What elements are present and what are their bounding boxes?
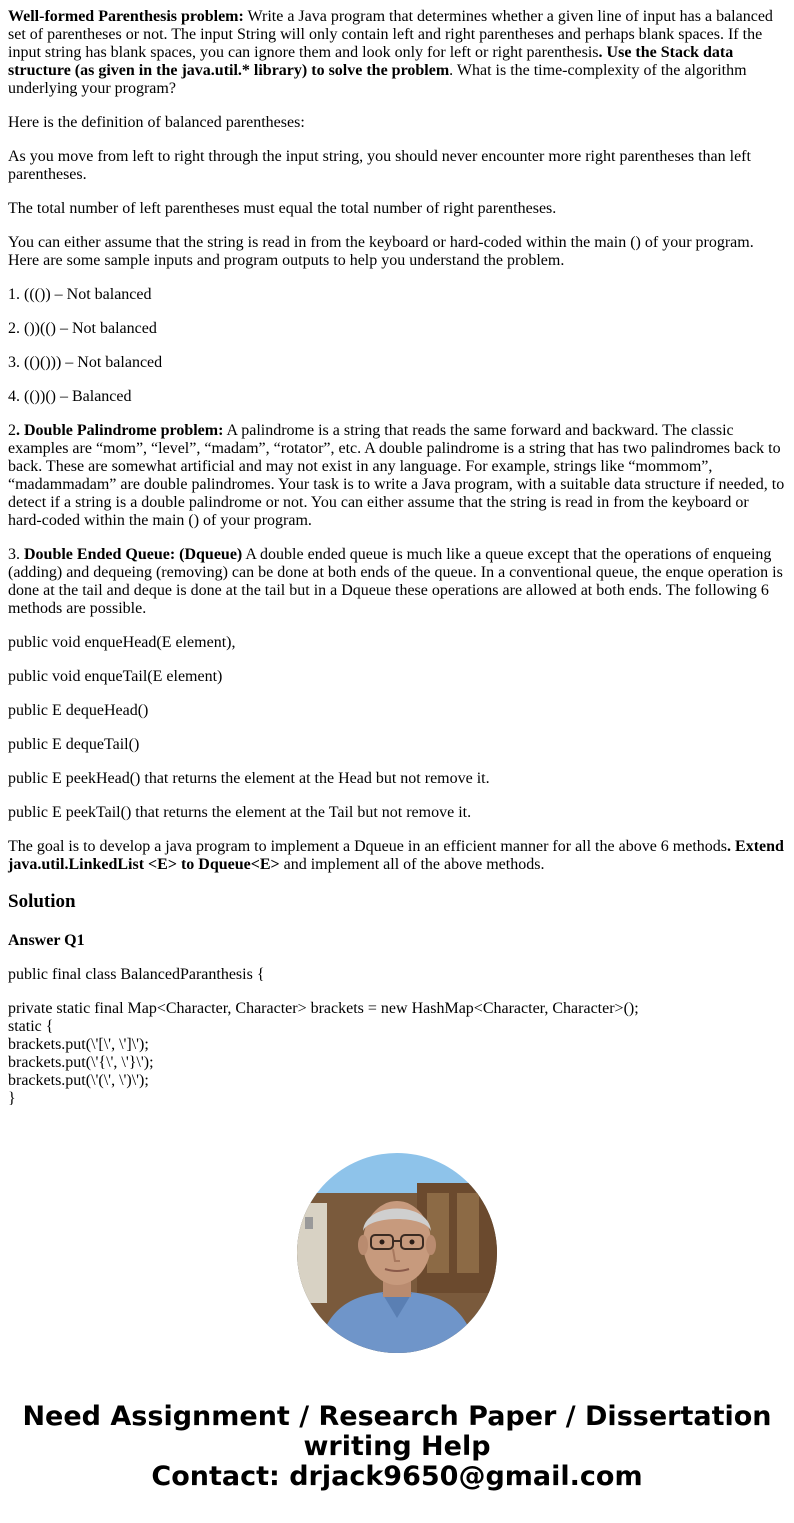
q3-title: Double Ended Queue: (Dqueue) bbox=[24, 546, 243, 563]
q1-assume: You can either assume that the string is read in from the keyboard or hard-coded within the main () of your program. Here are some sample inputs and program outputs to help you understand the problem. bbox=[8, 234, 754, 269]
method-deque-tail: public E dequeTail() bbox=[8, 736, 140, 753]
banner-contact: Contact: drjack9650@gmail.com bbox=[151, 1461, 643, 1492]
code-line: brackets.put(\'[\', \']\'); bbox=[8, 1036, 149, 1053]
q2-paragraph: 2. Double Palindrome problem: A palindrome is a string that reads the same forward and backward. The classic examples are “mom”, “level”, “madam”, “rotator”, etc. A double palindrome is a string that has two palindromes back to back. These are somewhat artificial and may not exist in any language. For example, strings like “mommom”, “madammadam” are double palindromes. Your task is to write a Java program, with a suitable data structure if needed, to detect if a string is a double palindrome or not. You can either assume that the string is read in from the keyboard or hard-coded within the main () of your program. bbox=[8, 422, 785, 529]
code-block bbox=[8, 1000, 786, 1108]
code-line: brackets.put(\'(\', \')\'); bbox=[8, 1072, 149, 1089]
method-deque-head: public E dequeHead() bbox=[8, 702, 149, 719]
code-class-line: public final class BalancedParanthesis { bbox=[8, 966, 265, 983]
q2-title: . Double Palindrome problem: bbox=[16, 422, 224, 439]
banner-line-1: Need Assignment / Research Paper / Dissertation bbox=[22, 1401, 772, 1432]
method-enque-tail: public void enqueTail(E element) bbox=[8, 668, 223, 685]
code-line: brackets.put(\'{\', \'}\'); bbox=[8, 1054, 154, 1071]
code-line: private static final Map<Character, Character> brackets = new HashMap<Character, Character>(); bbox=[8, 1000, 639, 1017]
sample-1: 1. ((()) – Not balanced bbox=[8, 286, 152, 303]
q1-rule-2: The total number of left parentheses must equal the total number of right parentheses. bbox=[8, 200, 557, 217]
method-peek-tail: public E peekTail() that returns the element at the Tail but not remove it. bbox=[8, 804, 472, 821]
sample-3: 3. (()())) – Not balanced bbox=[8, 354, 163, 371]
q1-paragraph: Well-formed Parenthesis problem: Write a Java program that determines whether a given line of input has a balanced set of parentheses or not. The input String will only contain left and right parentheses and perhaps blank spaces. If the input string has blank spaces, you can ignore them and look only for left or right parenthesis. Use the Stack data structure (as given in the java.util.* library) to solve the problem. What is the time-complexity of the algorithm underlying your program? bbox=[8, 8, 773, 97]
q1-rule-1: As you move from left to right through the input string, you should never encounter more right parentheses than left parentheses. bbox=[8, 148, 751, 183]
code-line: static { bbox=[8, 1018, 54, 1035]
banner-line-2: writing Help bbox=[303, 1431, 491, 1462]
promo-banner bbox=[0, 1402, 794, 1492]
document-body bbox=[8, 8, 786, 1108]
answer-label: Answer Q1 bbox=[8, 932, 85, 949]
q1-def-intro: Here is the definition of balanced parentheses: bbox=[8, 114, 305, 131]
code-line: } bbox=[8, 1090, 16, 1107]
sample-2: 2. ())(() – Not balanced bbox=[8, 320, 157, 337]
q3-goal: The goal is to develop a java program to implement a Dqueue in an efficient manner for all the above 6 methods. Extend java.util.LinkedList <E> to Dqueue<E> and implement all of the above methods. bbox=[8, 838, 784, 873]
method-enque-head: public void enqueHead(E element), bbox=[8, 634, 236, 651]
author-avatar bbox=[297, 1153, 497, 1353]
solution-heading: Solution bbox=[8, 891, 76, 912]
q3-paragraph: 3. Double Ended Queue: (Dqueue) A double ended queue is much like a queue except that the operations of enqueing (adding) and dequeing (removing) can be done at both ends of the queue. In a conventional queue, the enque operation is done at the tail and deque is done at the tail but in a Dqueue these operations are allowed at both ends. The following 6 methods are possible. bbox=[8, 546, 783, 617]
method-peek-head: public E peekHead() that returns the element at the Head but not remove it. bbox=[8, 770, 490, 787]
q1-title: Well-formed Parenthesis problem: bbox=[8, 8, 244, 25]
author-portrait-image bbox=[297, 1153, 497, 1353]
sample-4: 4. (())() – Balanced bbox=[8, 388, 132, 405]
